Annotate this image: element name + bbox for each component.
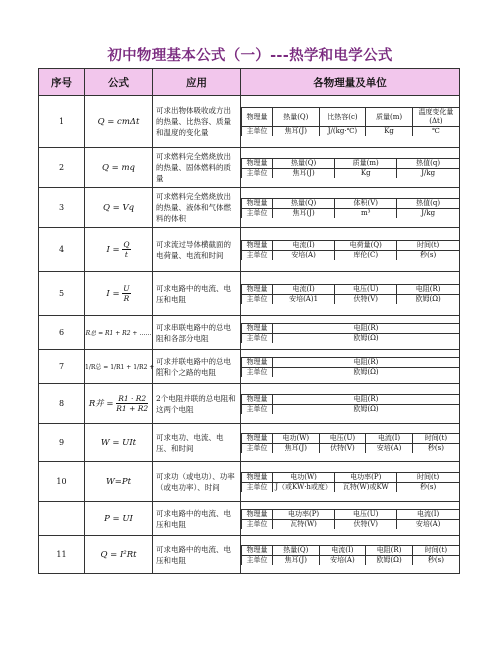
unit-label: 主单位 — [242, 333, 273, 343]
unit-row — [242, 443, 460, 453]
quantities-subtable — [241, 394, 459, 414]
quantities-cell — [241, 350, 460, 384]
quantities-cell — [241, 272, 460, 316]
quantity-row — [242, 472, 460, 482]
quantities-subtable — [241, 357, 459, 377]
quantity-value: 体积(V) — [335, 198, 397, 208]
table-body — [39, 96, 460, 574]
unit-label: 主单位 — [242, 443, 273, 453]
unit-label: 主单位 — [242, 168, 273, 178]
application-text: 可求燃料完全燃烧放出的热量、固体燃料的质量 — [153, 148, 241, 188]
header-application: 应用 — [153, 69, 241, 96]
unit-row — [242, 333, 460, 343]
unit-value: 焦耳(J) — [273, 208, 335, 218]
quantity-row — [242, 545, 460, 555]
quantity-value: 电功率(P) — [335, 472, 397, 482]
application-text: 可求串联电路中的总电阻和各部分电阻 — [153, 316, 241, 350]
table-row — [39, 536, 460, 574]
quantities-cell — [241, 536, 460, 574]
formula-denominator: R — [123, 294, 130, 303]
quantity-value: 电阻(R) — [273, 323, 460, 333]
table-row — [39, 316, 460, 350]
unit-value: 库伦(C) — [335, 250, 397, 260]
unit-value: J/kg — [397, 168, 459, 178]
unit-label: 主单位 — [242, 519, 273, 529]
table-header-row — [39, 69, 460, 96]
unit-value: 瓦特(W)或KW — [335, 482, 397, 492]
application-text: 可求并联电路中的总电阻和个之路的电阻 — [153, 350, 241, 384]
header-num: 序号 — [39, 69, 85, 96]
quantity-label: 物理量 — [242, 323, 273, 333]
table-row — [39, 462, 460, 502]
quantity-value: 电阻(R) — [397, 284, 459, 294]
quantity-row — [242, 158, 460, 168]
quantities-cell — [241, 424, 460, 462]
quantity-label: 物理量 — [242, 394, 273, 404]
quantities-cell — [241, 188, 460, 228]
unit-value: 秒(s) — [412, 555, 459, 565]
formula-cell: R总 = R1 + R2 + …… — [85, 316, 153, 350]
formula-numerator: Q — [123, 240, 130, 249]
formula-cell: W=Pt — [85, 462, 153, 502]
quantities-cell — [241, 148, 460, 188]
quantity-value: 电功(W) — [273, 472, 335, 482]
quantities-subtable — [241, 545, 459, 565]
formula-cell — [85, 228, 153, 272]
unit-label: 主单位 — [242, 127, 273, 137]
unit-row — [242, 127, 460, 137]
application-text: 可求电路中的电流、电压和电阻 — [153, 536, 241, 574]
quantity-value: 时间(t) — [412, 433, 459, 443]
table-row — [39, 424, 460, 462]
formula-fraction — [122, 284, 130, 303]
unit-value: Kg — [366, 127, 413, 137]
quantities-subtable — [241, 198, 459, 218]
application-text: 2个电阻并联的总电阻和这两个电阻 — [153, 384, 241, 424]
quantity-value: 电阻(R) — [366, 545, 413, 555]
quantity-value: 热量(Q) — [273, 198, 335, 208]
quantity-label: 物理量 — [242, 509, 273, 519]
table-row — [39, 502, 460, 536]
unit-value: 安培(A) — [366, 443, 413, 453]
quantity-value: 电流(I) — [366, 433, 413, 443]
table-row — [39, 96, 460, 148]
unit-value: 欧姆(Ω) — [273, 367, 460, 377]
header-quantities: 各物理量及单位 — [241, 69, 460, 96]
quantity-value: 温度变化量(Δt) — [412, 108, 459, 127]
unit-value: 瓦特(W) — [273, 519, 335, 529]
unit-value: 欧姆(Ω) — [273, 333, 460, 343]
quantity-value: 质量(m) — [366, 108, 413, 127]
unit-value: 欧姆(Ω) — [273, 404, 460, 414]
quantity-label: 物理量 — [242, 108, 273, 127]
quantity-value: 电压(U) — [319, 433, 366, 443]
quantities-subtable — [241, 284, 459, 304]
unit-label: 主单位 — [242, 555, 273, 565]
quantity-label: 物理量 — [242, 433, 273, 443]
formula-lhs: I = — [106, 245, 123, 255]
unit-value: 秒(s) — [397, 482, 459, 492]
quantity-label: 物理量 — [242, 545, 273, 555]
quantity-value: 电阻(R) — [273, 394, 460, 404]
quantity-value: 比热容(c) — [319, 108, 366, 127]
unit-row — [242, 250, 460, 260]
quantities-subtable — [241, 323, 459, 343]
unit-value: 安培(A) — [397, 519, 459, 529]
quantities-subtable — [241, 472, 459, 492]
formula-cell: W = UIt — [85, 424, 153, 462]
row-number: 4 — [39, 228, 85, 272]
quantity-value: 时间(t) — [397, 472, 459, 482]
unit-row — [242, 519, 460, 529]
unit-value: ℃ — [412, 127, 459, 137]
unit-value: 焦耳(J) — [273, 555, 320, 565]
quantities-cell — [241, 462, 460, 502]
unit-value: 秒(s) — [412, 443, 459, 453]
unit-value: 伏特(V) — [319, 443, 366, 453]
formula-text: 1/R总 = 1/R1 + 1/R2 + …… — [85, 363, 169, 371]
quantity-value: 热量(Q) — [273, 545, 320, 555]
unit-label: 主单位 — [242, 367, 273, 377]
row-number: 3 — [39, 188, 85, 228]
row-number: 9 — [39, 424, 85, 462]
quantity-row — [242, 108, 460, 127]
unit-label: 主单位 — [242, 250, 273, 260]
application-text: 可求电路中的电流、电压和电阻 — [153, 502, 241, 536]
table-row — [39, 148, 460, 188]
unit-row — [242, 404, 460, 414]
application-text: 可求燃料完全燃烧放出的热量、液体和气体燃料的体积 — [153, 188, 241, 228]
quantity-value: 时间(t) — [397, 240, 459, 250]
quantity-row — [242, 357, 460, 367]
formula-fraction — [122, 240, 130, 259]
unit-row — [242, 482, 460, 492]
quantities-cell — [241, 502, 460, 536]
quantities-cell — [241, 96, 460, 148]
formula-denominator: R1 + R2 — [116, 404, 149, 413]
quantities-cell — [241, 228, 460, 272]
formula-table — [38, 68, 460, 574]
unit-label: 主单位 — [242, 482, 273, 492]
quantities-subtable — [241, 433, 459, 453]
quantities-cell — [241, 316, 460, 350]
row-number: 1 — [39, 96, 85, 148]
unit-label: 主单位 — [242, 208, 273, 218]
formula-cell: P = UI — [85, 502, 153, 536]
unit-value: 安培(A)1 — [273, 294, 335, 304]
quantity-value: 电流(I) — [273, 284, 335, 294]
unit-value: 秒(s) — [397, 250, 459, 260]
formula-cell: Q = mq — [85, 148, 153, 188]
unit-row — [242, 208, 460, 218]
unit-row — [242, 168, 460, 178]
unit-row — [242, 555, 460, 565]
quantity-label: 物理量 — [242, 240, 273, 250]
quantity-value: 电流(I) — [273, 240, 335, 250]
table-row — [39, 188, 460, 228]
quantities-subtable — [241, 107, 459, 136]
unit-value: J/kg — [397, 208, 459, 218]
formula-cell: Q = I²Rt — [85, 536, 153, 574]
formula-cell — [85, 350, 169, 384]
header-formula: 公式 — [85, 69, 153, 96]
row-number: 6 — [39, 316, 85, 350]
row-number: 5 — [39, 272, 85, 316]
formula-cell: Q = cmΔt — [85, 96, 153, 148]
application-text: 可求流过导体横截面的电荷量、电流和时间 — [153, 228, 241, 272]
row-number: 8 — [39, 384, 85, 424]
quantity-value: 电压(U) — [335, 509, 397, 519]
quantities-cell — [241, 384, 460, 424]
unit-value: J（或KW·h或度） — [273, 482, 335, 492]
quantity-value: 电阻(R) — [273, 357, 460, 367]
application-text: 可求电路中的电流、电压和电阻 — [153, 272, 241, 316]
table-row — [39, 350, 460, 384]
application-text: 可求电功、电流、电压、和时间 — [153, 424, 241, 462]
quantity-row — [242, 284, 460, 294]
unit-value: 焦耳(J) — [273, 443, 320, 453]
row-number: 7 — [39, 350, 85, 384]
formula-lhs: I = — [106, 289, 123, 299]
quantity-value: 热值(q) — [397, 158, 459, 168]
unit-row — [242, 367, 460, 377]
quantity-label: 物理量 — [242, 284, 273, 294]
quantity-label: 物理量 — [242, 158, 273, 168]
quantity-label: 物理量 — [242, 357, 273, 367]
application-text: 可求出物体吸收或方出的热量、比热容、质量和温度的变化量 — [153, 96, 241, 148]
quantity-value: 电流(I) — [397, 509, 459, 519]
quantity-row — [242, 240, 460, 250]
quantity-row — [242, 323, 460, 333]
unit-label: 主单位 — [242, 294, 273, 304]
table-row — [39, 228, 460, 272]
unit-value: Kg — [335, 168, 397, 178]
table-row — [39, 384, 460, 424]
quantity-value: 电荷量(Q) — [335, 240, 397, 250]
formula-fraction — [116, 394, 148, 413]
quantity-value: 电功率(P) — [273, 509, 335, 519]
quantity-row — [242, 433, 460, 443]
row-number: 10 — [39, 462, 85, 502]
unit-value: 欧姆(Ω) — [397, 294, 459, 304]
formula-lhs: R并 = — [88, 399, 117, 409]
formula-cell — [85, 384, 153, 424]
quantity-value: 电流(I) — [319, 545, 366, 555]
quantities-subtable — [241, 158, 459, 178]
application-text: 可求功（或电功）、功率（或电功率）、时间 — [153, 462, 241, 502]
row-number: 2 — [39, 148, 85, 188]
quantity-row — [242, 394, 460, 404]
quantity-row — [242, 198, 460, 208]
formula-numerator: R1 · R2 — [118, 394, 147, 403]
quantity-value: 电功(W) — [273, 433, 320, 443]
unit-value: 安培(A) — [273, 250, 335, 260]
unit-row — [242, 294, 460, 304]
unit-value: m³ — [335, 208, 397, 218]
quantities-subtable — [241, 509, 459, 529]
formula-cell — [85, 272, 153, 316]
quantity-value: 电压(U) — [335, 284, 397, 294]
quantity-value: 热量(Q) — [273, 158, 335, 168]
quantity-label: 物理量 — [242, 472, 273, 482]
unit-value: 焦耳(J) — [273, 168, 335, 178]
quantity-value: 热量(Q) — [273, 108, 320, 127]
quantity-row — [242, 509, 460, 519]
unit-value: J/(kg·℃) — [319, 127, 366, 137]
quantity-value: 时间(t) — [412, 545, 459, 555]
formula-denominator: t — [124, 250, 128, 259]
page-title: 初中物理基本公式（一）---热学和电学公式 — [107, 48, 393, 64]
unit-value: 欧姆(Ω) — [366, 555, 413, 565]
unit-label: 主单位 — [242, 404, 273, 414]
unit-value: 安培(A) — [319, 555, 366, 565]
row-number — [39, 502, 85, 536]
unit-value: 焦耳(J) — [273, 127, 320, 137]
quantity-value: 质量(m) — [335, 158, 397, 168]
quantity-label: 物理量 — [242, 198, 273, 208]
quantities-subtable — [241, 240, 459, 260]
unit-value: 伏特(V) — [335, 519, 397, 529]
table-row — [39, 272, 460, 316]
unit-value: 伏特(V) — [335, 294, 397, 304]
formula-cell: Q = Vq — [85, 188, 153, 228]
row-number: 11 — [39, 536, 85, 574]
quantity-value: 热值(q) — [397, 198, 459, 208]
formula-numerator: U — [123, 284, 130, 293]
